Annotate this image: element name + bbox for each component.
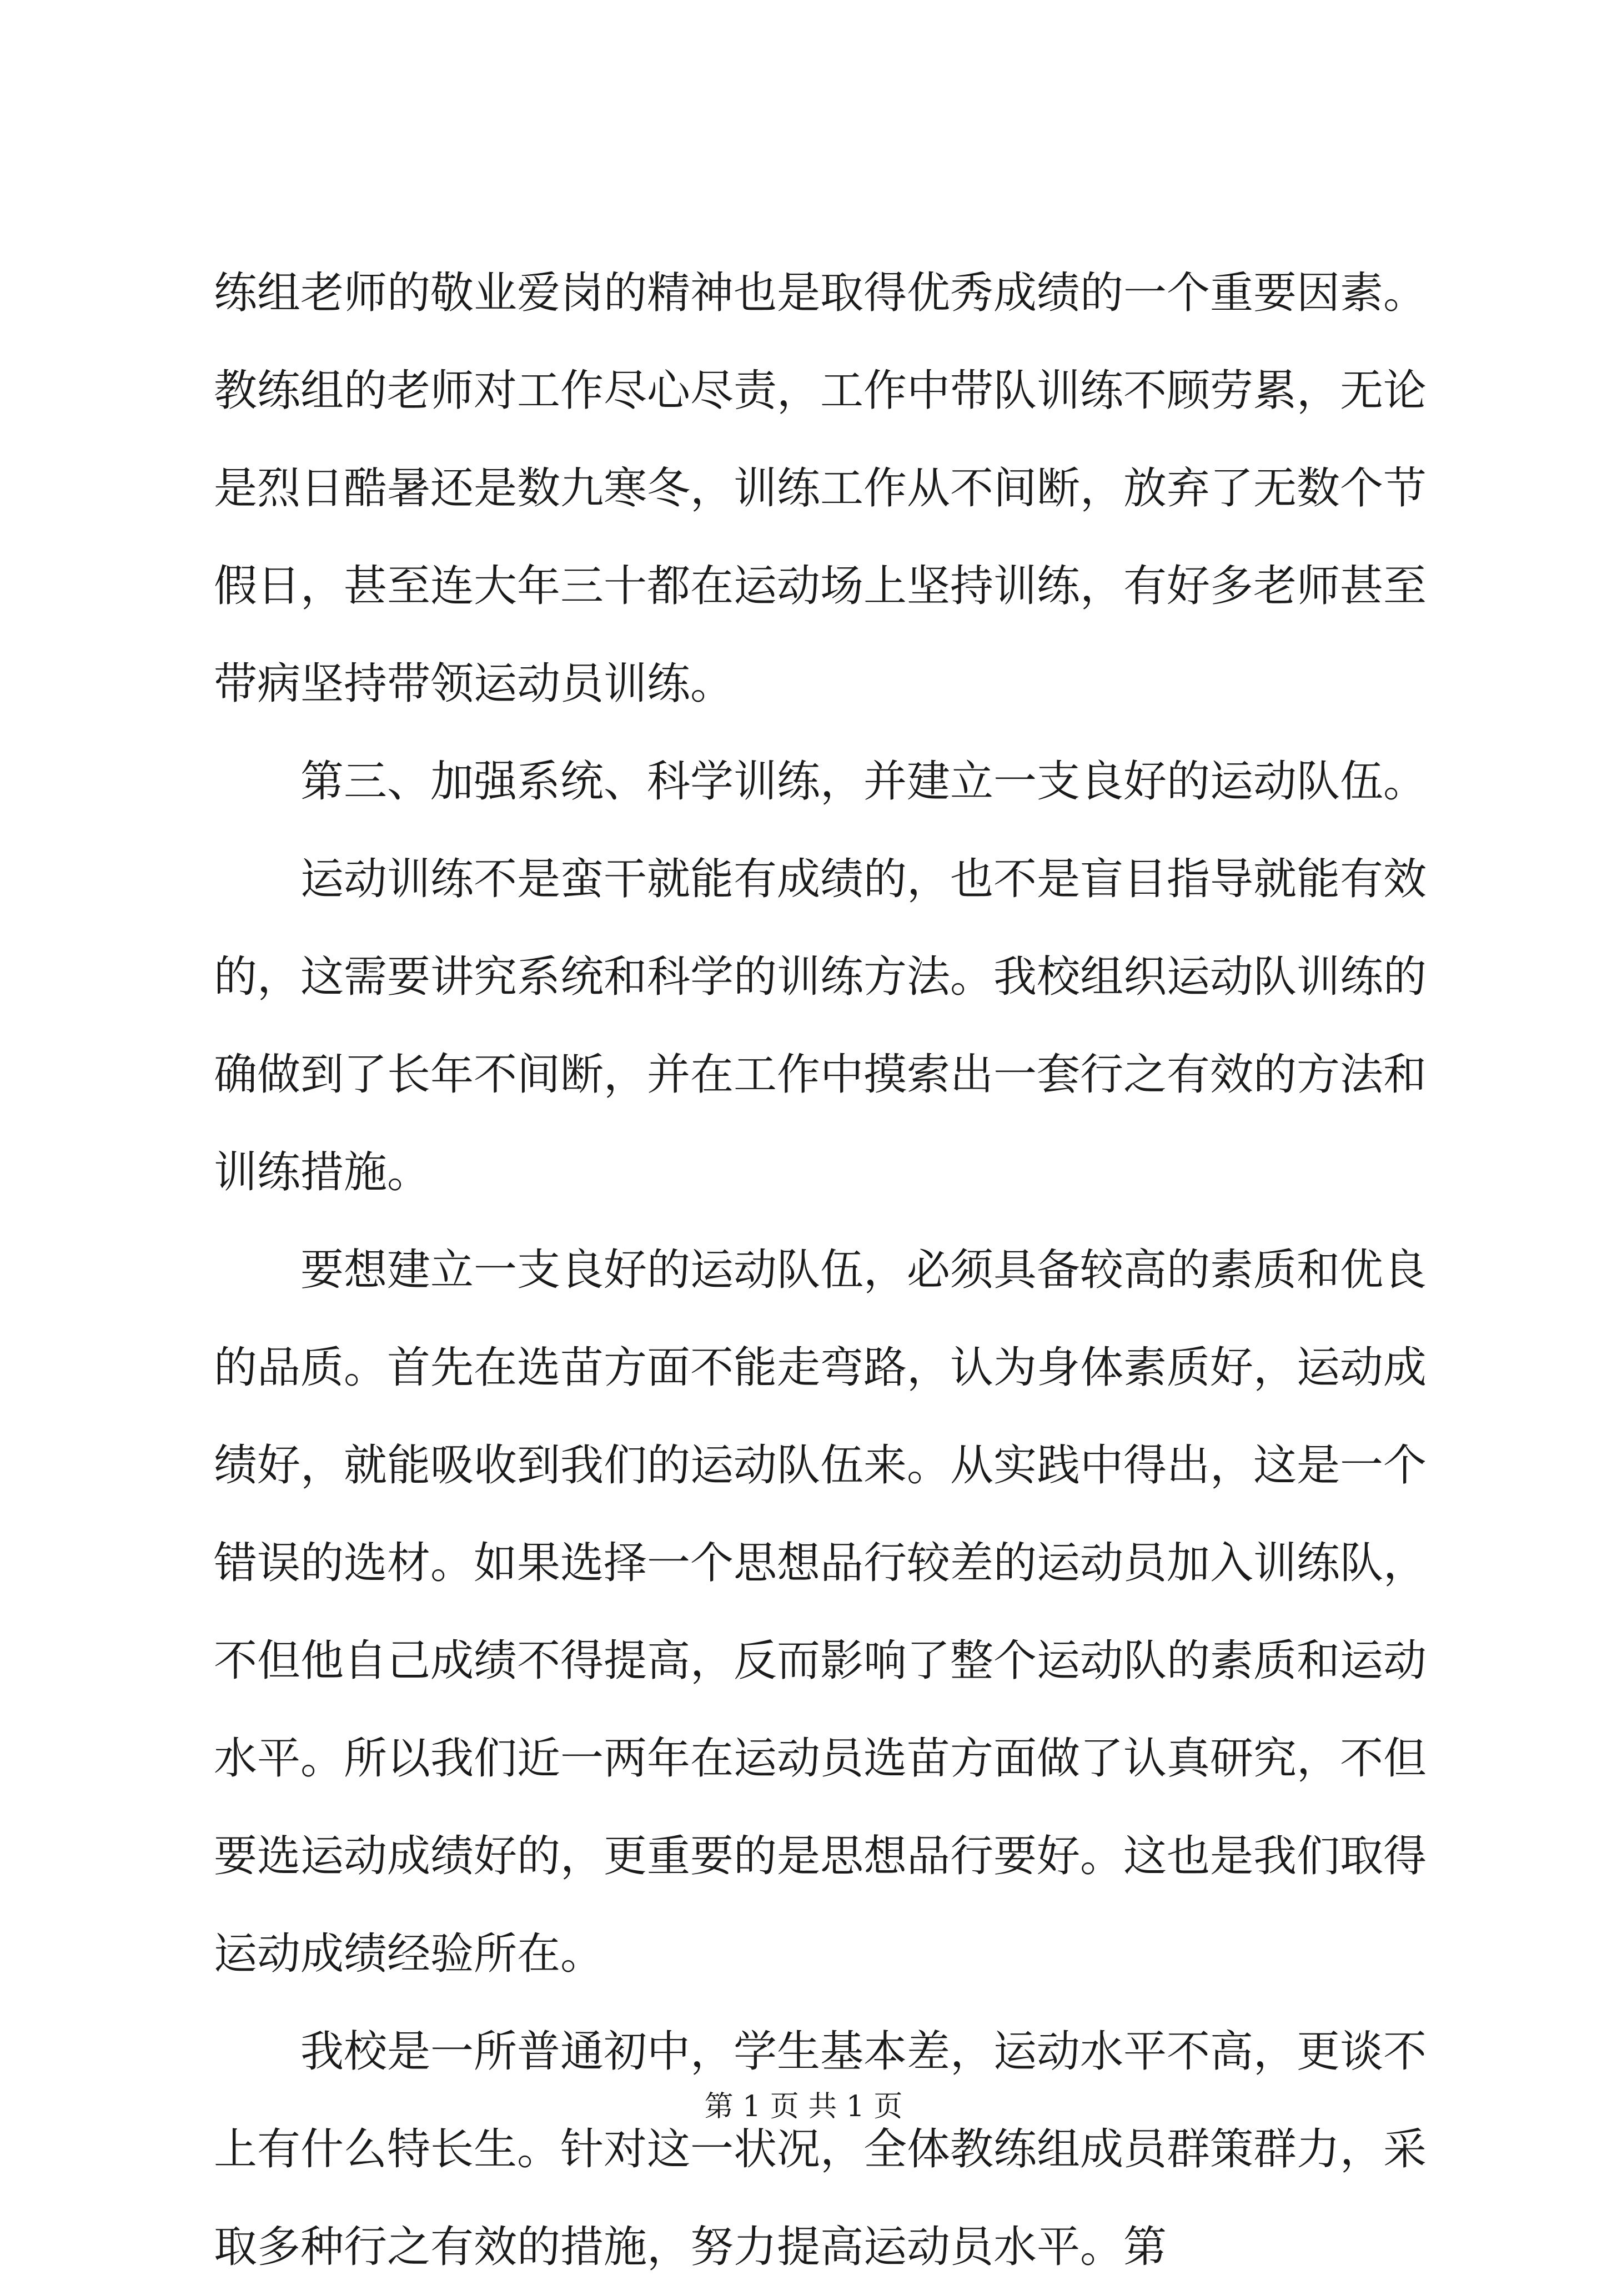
text-line: 取多种行之有效的措施，努力提高运动员水平。第 (214, 2222, 1167, 2272)
text-line: 绩好，就能吸收到我们的运动队伍来。从实践中得出，这是一个 (214, 1441, 1427, 1491)
text-line: 练组老师的敬业爱岗的精神也是取得优秀成绩的一个重要因素。 (214, 268, 1427, 318)
text-line: 确做到了长年不间断，并在工作中摸索出一套行之有效的方法和 (214, 1050, 1427, 1100)
text-line: 是烈日酷暑还是数九寒冬，训练工作从不间断，放弃了无数个节 (214, 464, 1427, 513)
text-line: 上有什么特长生。针对这一状况，全体教练组成员群策群力，采 (214, 2124, 1427, 2174)
page-number-label: 第 1 页 共 1 页 (704, 2090, 903, 2123)
document-body (214, 244, 1427, 2296)
text-line: 我校是一所普通初中，学生基本差，运动水平不高，更谈不 (300, 2027, 1427, 2077)
text-line: 教练组的老师对工作尽心尽责，工作中带队训练不顾劳累，无论 (214, 366, 1427, 416)
text-line: 运动成绩经验所在。 (214, 1929, 604, 1979)
text-line: 要想建立一支良好的运动队伍，必须具备较高的素质和优良 (300, 1245, 1427, 1295)
text-line: 的品质。首先在选苗方面不能走弯路，认为身体素质好，运动成 (214, 1343, 1427, 1393)
text-line: 水平。所以我们近一两年在运动员选苗方面做了认真研究，不但 (214, 1734, 1427, 1784)
text-line: 运动训练不是蛮干就能有成绩的，也不是盲目指导就能有效 (300, 854, 1427, 904)
page-footer (0, 2087, 1607, 2126)
section-heading: 第三、加强系统、科学训练，并建立一支良好的运动队伍。 (300, 757, 1427, 807)
text-line: 假日，甚至连大年三十都在运动场上坚持训练，有好多老师甚至 (214, 561, 1427, 611)
text-line: 要选运动成绩好的，更重要的是思想品行要好。这也是我们取得 (214, 1831, 1427, 1881)
text-line: 不但他自己成绩不得提高，反而影响了整个运动队的素质和运动 (214, 1636, 1427, 1686)
text-line: 带病坚持带领运动员训练。 (214, 659, 734, 709)
text-line: 错误的选材。如果选择一个思想品行较差的运动员加入训练队， (214, 1538, 1427, 1588)
text-line: 训练措施。 (214, 1147, 431, 1197)
text-line: 的，这需要讲究系统和科学的训练方法。我校组织运动队训练的 (214, 952, 1427, 1002)
